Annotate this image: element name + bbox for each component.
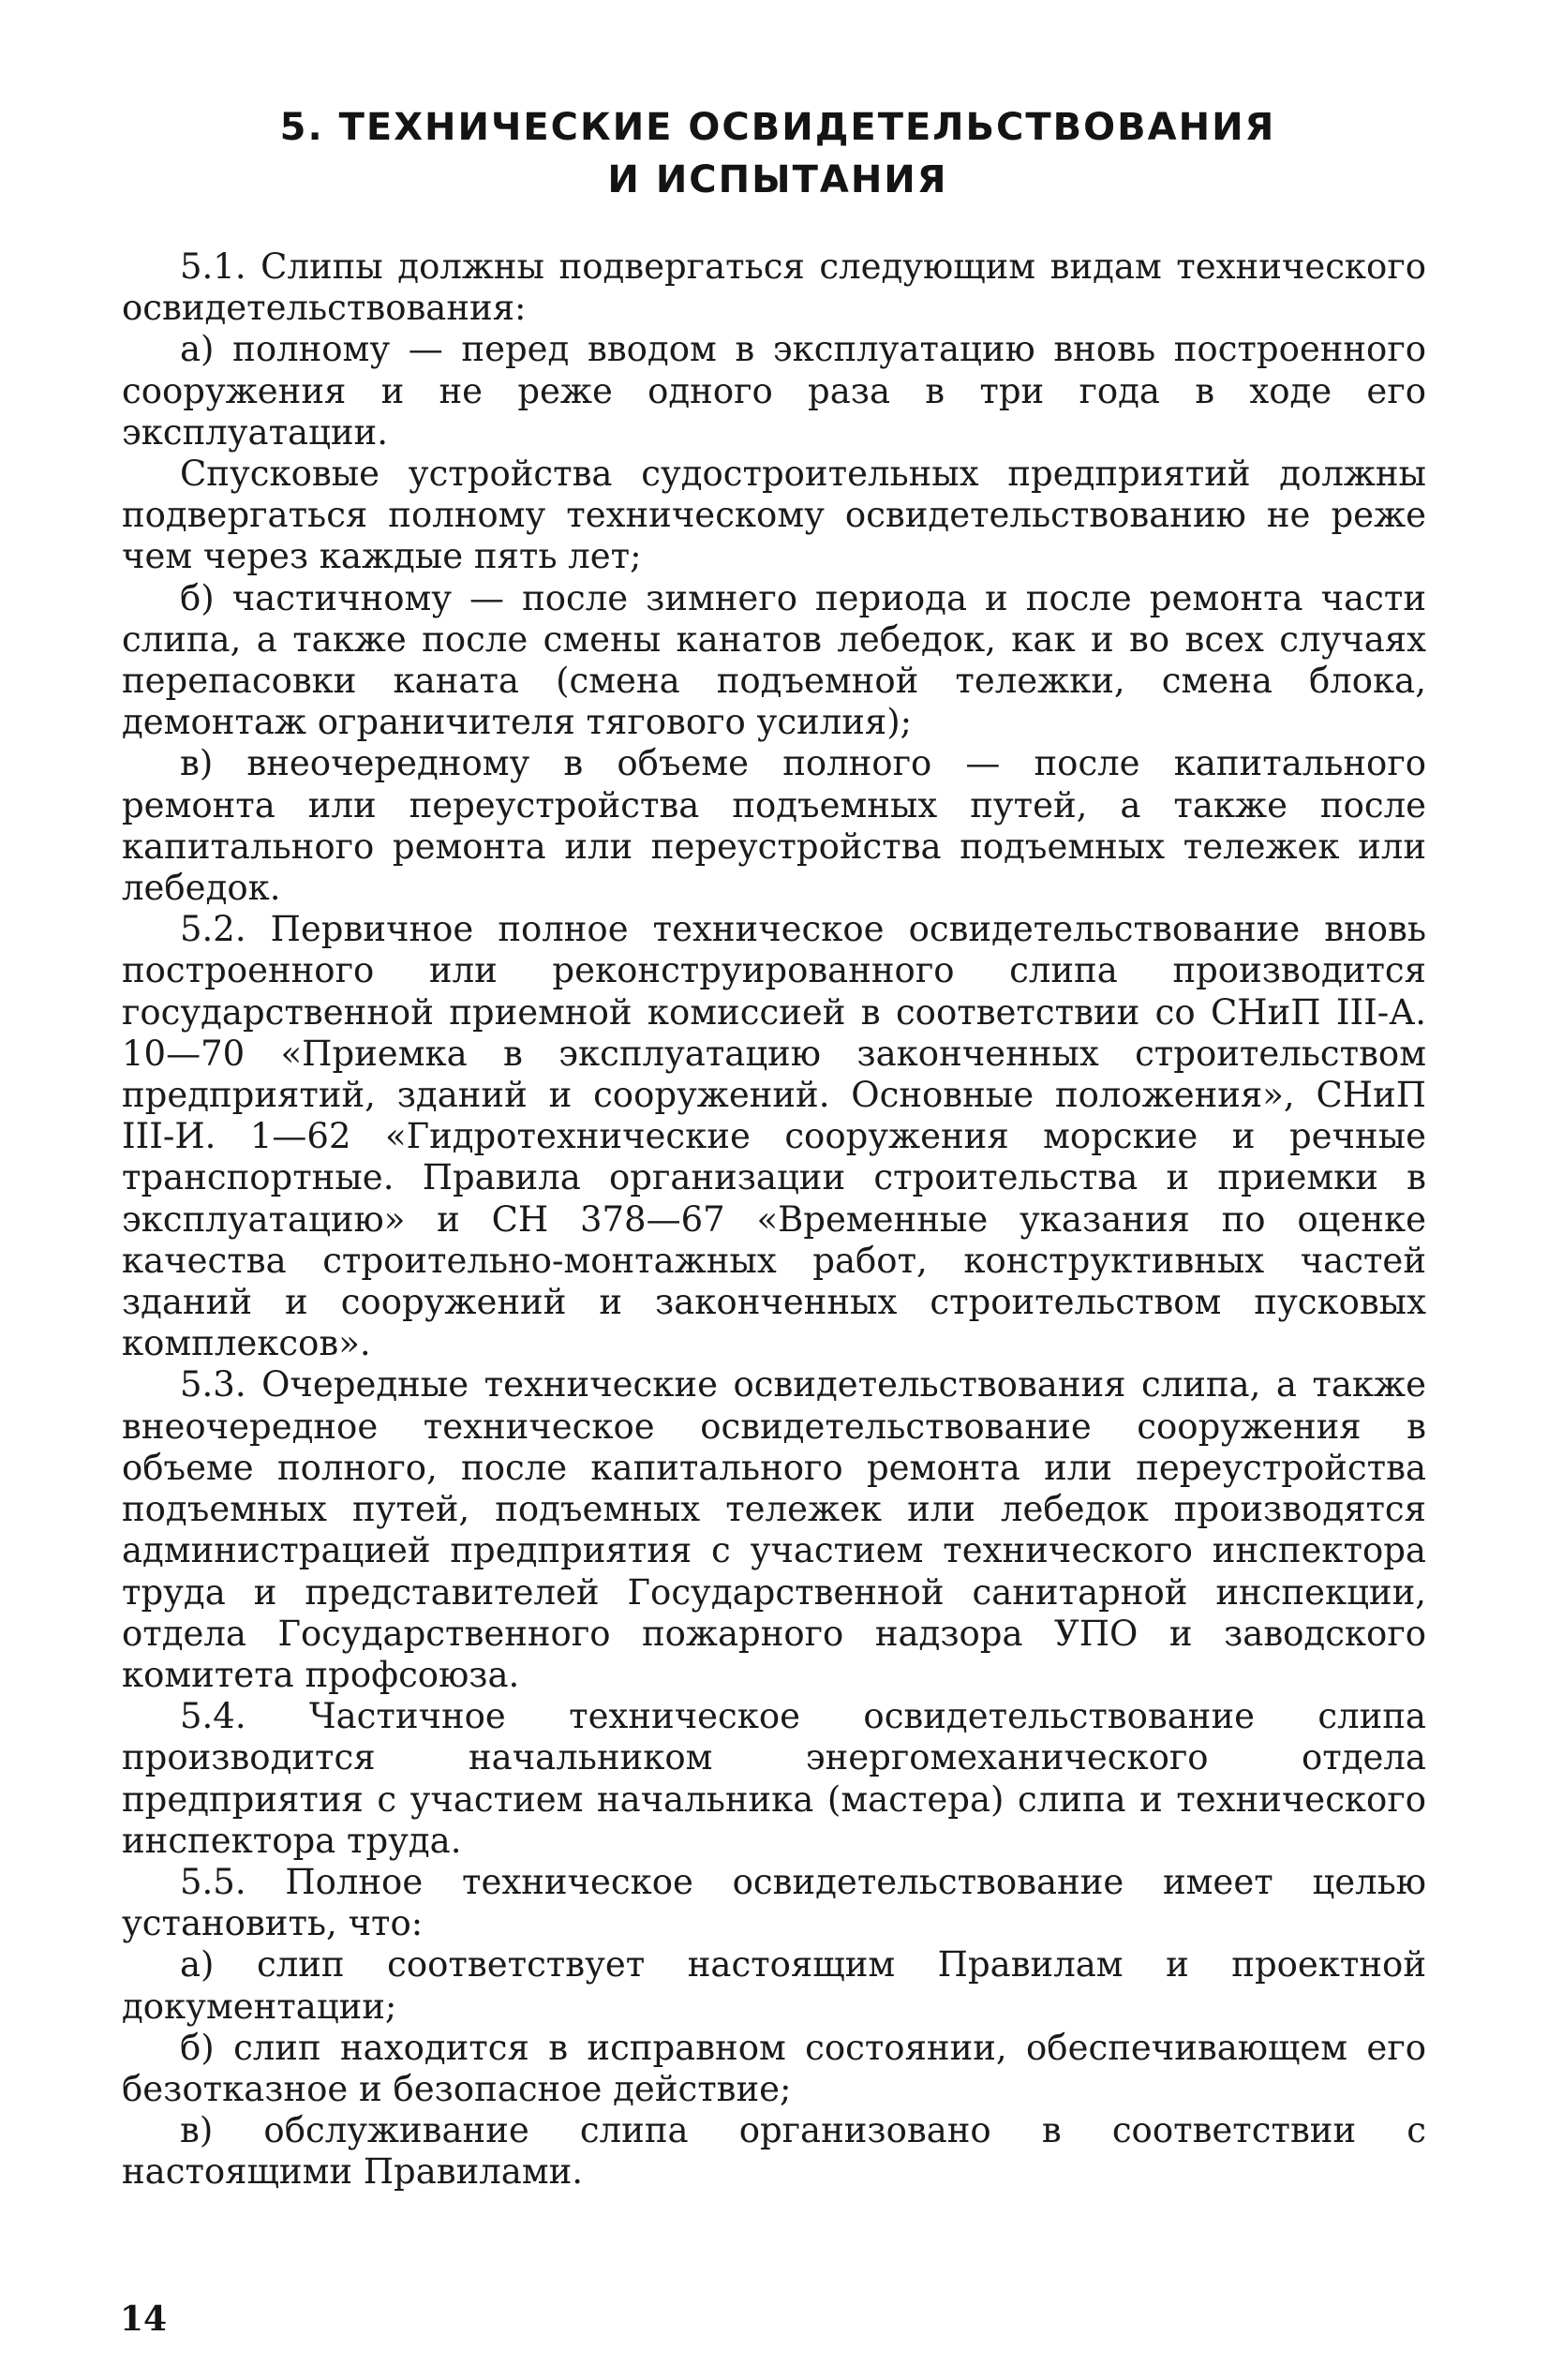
paragraph-5-1-b: б) частичному — после зимнего периода и после ремонта части слипа, а также после смены канатов лебедок, как и во всех случаях перепасовки каната (смена подъемной тележки, смена блока, демонтаж ограничителя тягового усилия); <box>122 577 1426 743</box>
section-heading-line-1: 5. ТЕХНИЧЕСКИЕ ОСВИДЕТЕЛЬСТВОВАНИЯ <box>279 106 1276 149</box>
paragraph-5-5: 5.5. Полное техническое освидетельствование имеет целью установить, что: <box>122 1861 1426 1944</box>
body-text <box>122 246 1426 2194</box>
paragraph-launching-devices: Спусковые устройства судостроительных предприятий должны подвергаться полному техническому освидетельствованию не реже чем через каждые пять лет; <box>122 454 1426 577</box>
paragraph-5-3: 5.3. Очередные технические освидетельствования слипа, а также внеочередное техническое освидетельствование сооружения в объеме полного, после капитального ремонта или переустройства подъемных путей, подъемных тележек или лебедок производятся администрацией предприятия с участием технического инспектора труда и представителей Государственной санитарной инспекции, отдела Государственного пожарного надзора УПО и заводского комитета профсоюза. <box>122 1364 1426 1695</box>
paragraph-5-5-a: а) слип соответствует настоящим Правилам и проектной документации; <box>122 1944 1426 2027</box>
section-heading <box>225 101 1331 206</box>
paragraph-5-5-b: б) слип находится в исправном состоянии, обеспечивающем его безотказное и безопасное действие; <box>122 2027 1426 2109</box>
paragraph-5-4: 5.4. Частичное техническое освидетельствование слипа производится начальником энергомеханического отдела предприятия с участием начальника (мастера) слипа и технического инспектора труда. <box>122 1696 1426 1861</box>
paragraph-5-1-v: в) внеочередному в объеме полного — после капитального ремонта или переустройства подъемных путей, а также после капитального ремонта или переустройства подъемных тележек или лебедок. <box>122 743 1426 909</box>
page-number: 14 <box>120 2299 168 2339</box>
paragraph-5-2: 5.2. Первичное полное техническое освидетельствование вновь построенного или реконструированного слипа производится государственной приемной комиссией в соответствии со СНиП III-А. 10—70 «Приемка в эксплуатацию законченных строительством предприятий, зданий и сооружений. Основные положения», СНиП III-И. 1—62 «Гидротехнические сооружения морские и речные транспортные. Правила организации строительства и приемки в эксплуатацию» и СН 378—67 «Временные указания по оценке качества строительно-монтажных работ, конструктивных частей зданий и сооружений и законченных строительством пусковых комплексов». <box>122 909 1426 1364</box>
paragraph-5-1-a: а) полному — перед вводом в эксплуатацию вновь построенного сооружения и не реже одного раза в три года в ходе его эксплуатации. <box>122 329 1426 453</box>
section-heading-line-2: И ИСПЫТАНИЯ <box>607 158 948 201</box>
paragraph-5-5-v: в) обслуживание слипа организовано в соответствии с настоящими Правилами. <box>122 2110 1426 2193</box>
paragraph-5-1: 5.1. Слипы должны подвергаться следующим видам технического освидетельствования: <box>122 246 1426 329</box>
